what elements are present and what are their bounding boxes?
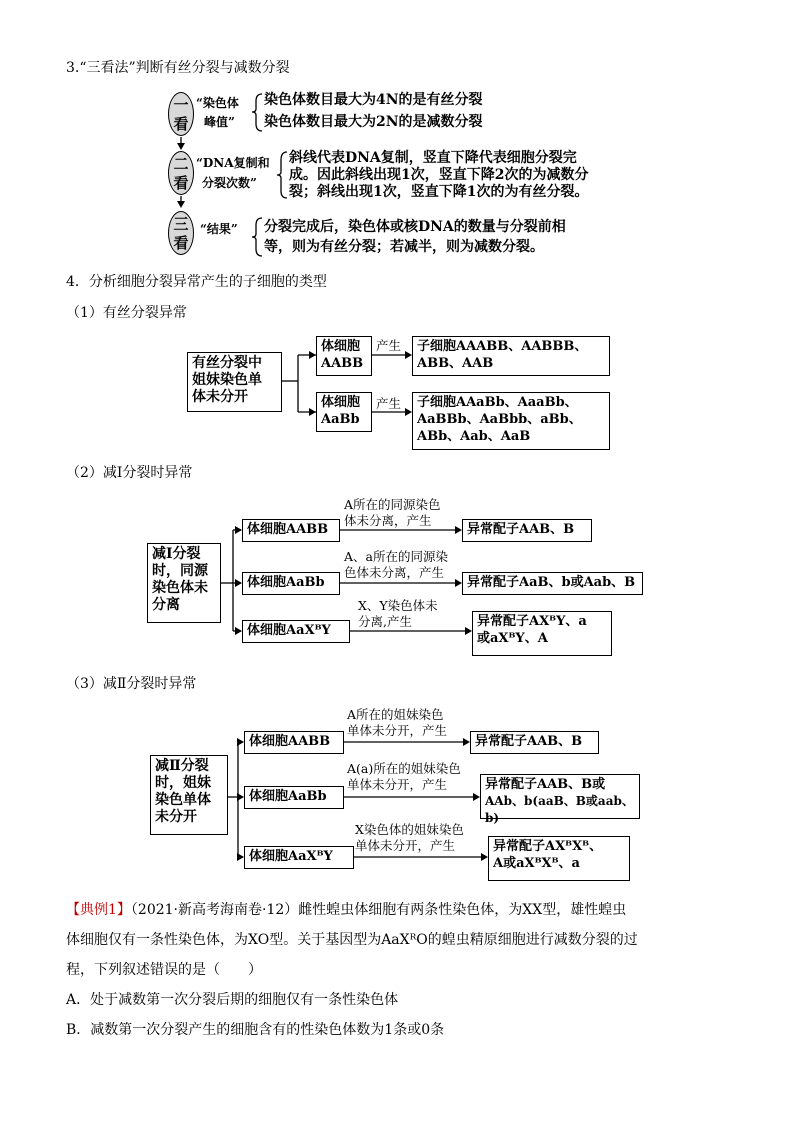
meiosis1-cell-1: 体细胞AABB [242, 519, 340, 542]
meiosis2-arrow2-label [347, 761, 461, 793]
look2-oval-bottom: 看 [173, 174, 189, 192]
meiosis2-arrow3-line2: 单体未分开，产生 [355, 838, 456, 853]
meiosis2-result-2 [480, 774, 640, 825]
look2-line2: 成。因此斜线出现1次，竖直下降2次的为减数分 [289, 167, 589, 183]
meiosis2-title: （3）减Ⅱ分裂时异常 [66, 676, 197, 692]
mitosis-source-line3: 体未分开 [192, 389, 248, 405]
section4-title: 4．分析细胞分裂异常产生的子细胞的类型 [66, 274, 327, 290]
look1-line2: 染色体数目最大为2N的是减数分裂 [264, 114, 483, 130]
mitosis-result-aabb2-line3: ABb、Aab、AaB [417, 429, 531, 444]
look1-quote-line2: 峰值” [204, 115, 235, 129]
mitosis-title: （1）有丝分裂异常 [66, 305, 187, 321]
mitosis-cell-aabb2-line2: AaBb [321, 412, 360, 427]
look3-oval-bottom: 看 [173, 234, 189, 252]
look2-oval [168, 151, 194, 195]
meiosis2-source-box [150, 755, 228, 835]
look1-oval [168, 92, 194, 136]
meiosis1-arrow2-line2: 色体未分离，产生 [344, 565, 445, 580]
meiosis2-arrow1-label [347, 707, 447, 739]
meiosis1-result-3-line2: 或aXᴮY、A [477, 631, 548, 646]
meiosis2-arrow3-label [355, 822, 464, 854]
meiosis1-result-3 [472, 611, 612, 656]
look3-quote: “结果” [200, 222, 238, 236]
look2-quote-line2: 分裂次数” [202, 176, 257, 190]
meiosis1-arrow1-line1: A所在的同源染色 [344, 497, 441, 512]
example-tag: 【典例1】 [66, 902, 131, 918]
meiosis1-title: （2）减Ⅰ分裂时异常 [66, 465, 193, 481]
meiosis2-cell-2: 体细胞AaBb [244, 786, 344, 809]
meiosis2-arrow1-line2: 单体未分开，产生 [347, 723, 448, 738]
meiosis2-arrow2-line2: 单体未分开，产生 [347, 777, 448, 792]
look1-quote [196, 96, 239, 130]
mitosis-result-aabb2-line2: AaBBb、AaBbb、aBb、 [417, 412, 582, 427]
look2-line1: 斜线代表DNA复制，竖直下降代表细胞分裂完 [289, 150, 577, 166]
section3-title: 3.“三看法”判断有丝分裂与减数分裂 [66, 60, 290, 76]
example-line2: 体细胞仅有一条性染色体，为XO型。关于基因型为AaXᴿO的蝗虫精原细胞进行减数分裂的过 [66, 932, 638, 948]
mitosis-source-box [187, 352, 282, 412]
look1-oval-top: 一 [173, 96, 189, 114]
mitosis-cell-aabb-line2: AABB [321, 356, 364, 371]
meiosis2-arrow2-line1: A(a)所在的姐妹染色 [347, 761, 461, 776]
meiosis1-source-line3: 染色体未 [152, 580, 208, 596]
meiosis2-result-3-line2: A或aXᴮXᴮ、a [493, 856, 580, 871]
mitosis-arrow2-label: 产生 [376, 396, 402, 411]
look3-oval [168, 211, 194, 255]
mitosis-source-line1: 有丝分裂中 [192, 355, 262, 371]
example-line1 [66, 896, 746, 924]
meiosis1-result-2: 异常配子AaB、b或Aab、B [462, 572, 643, 595]
look3-oval-top: 三 [173, 215, 189, 233]
meiosis2-result-2-line1: 异常配子AAB、B或 [485, 777, 606, 792]
example-line3: 程，下列叙述错误的是（ ） [66, 962, 262, 978]
meiosis1-arrow1-label [344, 497, 441, 529]
mitosis-result-aabb-line1: 子细胞AAABB、AABBB、 [417, 339, 588, 354]
mitosis-result-aabb [412, 336, 610, 376]
look2-text [289, 150, 588, 201]
look2-line3: 裂；斜线出现1次，竖直下降1次的为有丝分裂。 [289, 184, 589, 200]
look1-quote-line1: “染色体 [196, 96, 239, 110]
look2-quote-line1: “DNA复制和 [196, 156, 270, 170]
mitosis-arrow1-label: 产生 [376, 338, 402, 353]
look3-line1: 分裂完成后，染色体或核DNA的数量与分裂前相 [264, 219, 566, 235]
mitosis-cell-aabb [316, 336, 372, 376]
meiosis1-arrow1-line2: 体未分离，产生 [344, 513, 432, 528]
mitosis-result-aabb2 [412, 392, 610, 450]
mitosis-cell-aabb-line1: 体细胞 [321, 339, 361, 354]
meiosis1-arrow3-label [358, 598, 438, 630]
meiosis1-source-line2: 时，同源 [152, 563, 208, 579]
look3-text [264, 219, 566, 256]
example-line1-text: （2021·新高考海南卷·12）雌性蝗虫体细胞有两条性染色体，为XX型，雄性蝗虫 [130, 902, 627, 918]
look1-line1: 染色体数目最大为4N的是有丝分裂 [264, 92, 483, 108]
mitosis-result-aabb2-line1: 子细胞AAaBb、AaaBb、 [417, 395, 578, 410]
meiosis1-source-line4: 分离 [152, 597, 180, 613]
mitosis-source-line2: 姐妹染色单 [192, 372, 262, 388]
look2-oval-top: 二 [173, 155, 189, 173]
mitosis-result-aabb-line2: ABB、AAB [417, 356, 494, 371]
look1-oval-bottom: 看 [173, 115, 189, 133]
look3-line2: 等，则为有丝分裂；若减半，则为减数分裂。 [264, 239, 544, 255]
meiosis1-source-line1: 减Ⅰ分裂 [152, 546, 201, 562]
meiosis1-arrow3-line2: 分离,产生 [358, 614, 412, 629]
meiosis2-result-1: 异常配子AAB、B [470, 731, 599, 754]
meiosis2-result-3 [488, 836, 630, 881]
example-option-b: B．减数第一次分裂产生的细胞含有的性染色体数为1条或0条 [66, 1022, 445, 1038]
example-block [66, 896, 746, 1044]
meiosis1-arrow2-line1: A、a所在的同源染 [344, 549, 448, 564]
meiosis2-result-3-line1: 异常配子AXᴮXᴮ、 [493, 839, 603, 854]
example-option-a: A．处于减数第一次分裂后期的细胞仅有一条性染色体 [66, 992, 399, 1008]
mitosis-cell-aabb2-line1: 体细胞 [321, 395, 361, 410]
meiosis2-source-line1: 减Ⅱ分裂 [155, 758, 209, 774]
look1-text [264, 92, 483, 131]
meiosis1-arrow2-label [344, 549, 448, 581]
meiosis1-result-3-line1: 异常配子AXᴮY、a [477, 614, 587, 629]
meiosis2-arrow3-line1: X染色体的姐妹染色 [355, 822, 464, 837]
meiosis1-result-1: 异常配子AAB、B [462, 519, 592, 542]
meiosis1-source-box [147, 543, 221, 623]
meiosis2-source-line2: 时，姐妹 [155, 775, 211, 791]
meiosis2-cell-1: 体细胞AABB [244, 731, 344, 754]
look2-quote [196, 156, 270, 191]
meiosis2-arrow1-line1: A所在的姐妹染色 [347, 707, 444, 722]
meiosis1-cell-3: 体细胞AaXᴮY [242, 620, 350, 643]
meiosis1-cell-2: 体细胞AaBb [242, 572, 340, 595]
meiosis2-result-2-line2: AAb、b(aaB、B或aab、b) [485, 794, 634, 825]
mitosis-cell-aabb2 [316, 392, 372, 432]
meiosis2-source-line3: 染色单体 [155, 792, 211, 808]
meiosis2-cell-3: 体细胞AaXᴮY [244, 846, 354, 869]
meiosis2-source-line4: 未分开 [155, 809, 197, 825]
meiosis1-arrow3-line1: X、Y染色体未 [358, 598, 438, 613]
